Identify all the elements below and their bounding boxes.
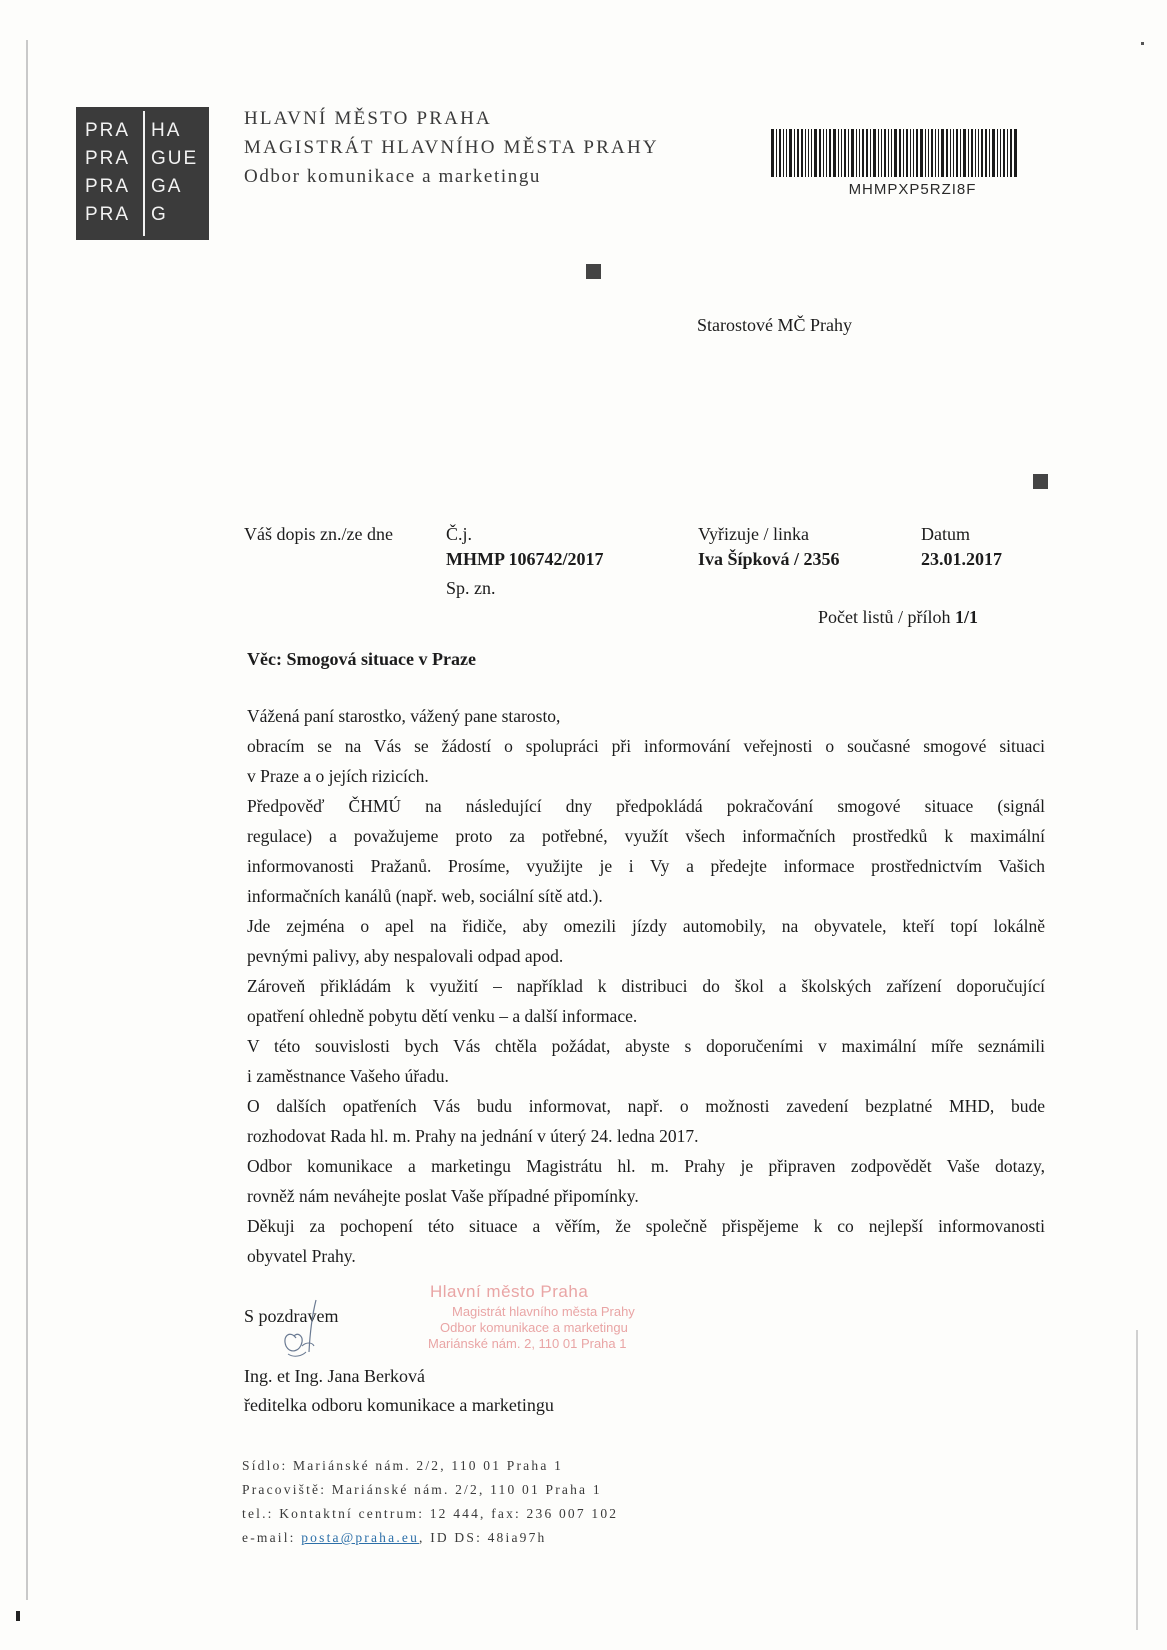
body-line: V této souvislosti bych Vás chtěla požádat, abyste s doporučeními v maximální míře seznámili <box>247 1036 1045 1056</box>
sheets-value: 1/1 <box>955 607 979 627</box>
barcode-bar <box>913 129 914 177</box>
barcode-bar <box>975 129 976 177</box>
barcode-bar <box>1007 129 1008 177</box>
office-stamp <box>430 1282 635 1351</box>
body-line: pevnými palivy, aby nespalovali odpad apod. <box>247 946 564 966</box>
scan-margin-line <box>26 40 28 1600</box>
footer-seat: Sídlo: Mariánské nám. 2/2, 110 01 Praha 1 <box>242 1458 564 1473</box>
barcode-bar <box>971 129 973 177</box>
barcode-bar <box>956 129 958 177</box>
barcode-bar <box>950 129 951 177</box>
barcode-bar <box>838 129 839 177</box>
logo-divider <box>143 111 145 236</box>
body-line: Děkuji za pochopení této situace a věřím, že společně přispějeme k co nejlepší informovanosti <box>247 1216 1045 1236</box>
barcode-bar <box>870 129 871 177</box>
barcode-bar <box>992 129 995 177</box>
spzn-label: Sp. zn. <box>446 578 496 598</box>
recipient: Starostové MČ Prahy <box>697 315 852 335</box>
email-link[interactable]: posta@praha.eu <box>301 1530 420 1545</box>
address-mark <box>586 264 601 279</box>
body-line: regulace) a považujeme proto za potřebné, využít všech informačních prostředků k maximální <box>247 826 1045 846</box>
footer-email-line <box>242 1526 618 1550</box>
barcode-bar <box>894 129 897 177</box>
stamp-line: Mariánské nám. 2, 110 01 Praha 1 <box>428 1336 627 1351</box>
barcode-bar <box>1010 129 1012 177</box>
signer-name: Ing. et Ing. Jana Berková <box>244 1366 425 1386</box>
barcode-bar <box>935 129 936 177</box>
barcode-bar <box>916 129 918 177</box>
barcode-bar <box>1014 129 1017 177</box>
barcode-bar <box>826 129 827 177</box>
barcode-bar <box>851 129 854 177</box>
body-line: opatření ohledně pobytu dětí venku – a další informace. <box>247 1006 638 1026</box>
barcode-bar <box>808 129 809 177</box>
footer-ds: , ID DS: 48ia97h <box>419 1530 547 1545</box>
barcode-bar <box>844 129 846 177</box>
barcode-bar <box>805 129 806 177</box>
body-line: Odbor komunikace a marketingu Magistrátu hl. m. Prahy je připraven zodpovědět Vaše dotazy, <box>247 1156 1045 1176</box>
footer-phone: tel.: Kontaktní centrum: 12 444, fax: 236 007 102 <box>242 1506 619 1521</box>
scan-mark <box>16 1611 20 1621</box>
barcode-bar <box>963 129 966 177</box>
barcode-bar <box>903 129 904 177</box>
barcode-bar <box>891 129 892 177</box>
fold-mark <box>1033 474 1048 489</box>
body-line: informačních kanálů (např. web, sociální sítě atd.). <box>247 886 603 906</box>
barcode-bar <box>925 129 926 177</box>
barcode-bar <box>866 129 868 177</box>
barcode-bar <box>910 129 911 177</box>
body-line: i zaměstnance Vašeho úřadu. <box>247 1066 449 1086</box>
barcode-bar <box>779 129 781 177</box>
body-line: Zároveň přikládám k využití – například k distribuci do škol a školských zařízení doporučující <box>247 976 1045 996</box>
body-line: obyvatel Prahy. <box>247 1246 356 1266</box>
barcode-bar <box>888 129 889 177</box>
barcode-bar <box>1000 129 1001 177</box>
stamp-line: Hlavní město Praha <box>430 1282 589 1301</box>
date-value: 23.01.2017 <box>921 549 1002 569</box>
barcode-bar <box>960 129 961 177</box>
handler-value: Iva Šípková / 2356 <box>698 549 840 569</box>
scan-edge-line <box>1136 1330 1138 1630</box>
logo-right-column <box>151 117 198 229</box>
barcode-code: MHMPXP5RZI8F <box>848 181 977 198</box>
body-line: Vážená paní starostko, vážený pane starosto, <box>247 706 561 726</box>
subject: Věc: Smogová situace v Praze <box>247 649 476 669</box>
body-line: Jde zejména o apel na řidiče, aby omezili jízdy automobily, na obyvatele, kteří topí lokálně <box>247 916 1045 936</box>
letter-body <box>247 701 1045 1271</box>
barcode-bar <box>776 129 777 177</box>
barcode-bar <box>814 129 817 177</box>
sheets-label: Počet listů / příloh <box>818 607 951 627</box>
barcode-bar <box>881 129 882 177</box>
logo-text: GA <box>151 176 183 197</box>
header-magistrate: MAGISTRÁT HLAVNÍHO MĚSTA PRAHY <box>244 137 659 158</box>
barcode-bar <box>848 129 849 177</box>
barcode-bar <box>978 129 979 177</box>
signature <box>276 1296 356 1368</box>
barcode-bar <box>873 129 876 177</box>
scan-dot <box>1141 42 1144 45</box>
body-line: v Praze a o jejích rizicích. <box>247 766 429 786</box>
cj-value: MHMP 106742/2017 <box>446 549 604 569</box>
footer-email-label: e-mail: <box>242 1530 296 1545</box>
logo-left-column <box>85 117 130 229</box>
cj-label: Č.j. <box>446 524 473 544</box>
barcode-bar <box>878 129 879 177</box>
barcode-bar <box>928 129 929 177</box>
stamp-line: Odbor komunikace a marketingu <box>440 1320 628 1335</box>
barcode-bar <box>797 129 799 177</box>
barcode-bar <box>819 129 821 177</box>
logo-text: HA <box>151 120 182 141</box>
barcode <box>771 129 1054 177</box>
barcode-bar <box>801 129 803 177</box>
footer <box>242 1454 618 1550</box>
barcode-bar <box>856 129 857 177</box>
body-line: O dalších opatřeních Vás budu informovat, např. o možnosti zavedení bezplatné MHD, bude <box>247 1096 1045 1116</box>
barcode-bar <box>823 129 824 177</box>
barcode-bar <box>859 129 860 177</box>
logo-text: G <box>151 204 168 225</box>
barcode-bar <box>985 129 987 177</box>
greeting: S pozdravem <box>244 1306 339 1326</box>
barcode-bar <box>968 129 969 177</box>
logo-text: PRA <box>85 204 131 225</box>
barcode-bar <box>931 129 933 177</box>
body-line: rozhodovat Rada hl. m. Prahy na jednání v úterý 24. ledna 2017. <box>247 1126 699 1146</box>
barcode-bar <box>899 129 901 177</box>
header-city: HLAVNÍ MĚSTO PRAHA <box>244 108 492 129</box>
barcode-bar <box>841 129 842 177</box>
barcode-bar <box>941 129 944 177</box>
logo-text: GUE <box>151 148 199 169</box>
barcode-bar <box>833 129 836 177</box>
barcode-bar <box>906 129 908 177</box>
barcode-bar <box>997 129 998 177</box>
barcode-bar <box>789 129 792 177</box>
barcode-bar <box>953 129 954 177</box>
stamp-line: Magistrát hlavního města Prahy <box>452 1304 635 1319</box>
logo-text: PRA <box>85 148 131 169</box>
signer-title: ředitelka odboru komunikace a marketingu <box>244 1395 554 1415</box>
barcode-bar <box>811 129 812 177</box>
header-department: Odbor komunikace a marketingu <box>244 166 542 187</box>
barcode-bar <box>981 129 983 177</box>
barcode-bar <box>794 129 795 177</box>
logo-text: PRA <box>85 176 131 197</box>
sheets-count <box>818 607 978 628</box>
body-line: obracím se na Vás se žádostí o spolupráci při informování veřejnosti o současné smogové situaci <box>247 736 1045 756</box>
barcode-bar <box>989 129 990 177</box>
body-line: rovněž nám neváhejte poslat Vaše případné připomínky. <box>247 1186 639 1206</box>
date-label: Datum <box>921 524 970 544</box>
body-line: Předpověď ČHMÚ na následující dny předpokládá pokračování smogové situace (signál <box>247 796 1045 816</box>
barcode-bar <box>946 129 948 177</box>
footer-office: Pracoviště: Mariánské nám. 2/2, 110 01 Praha 1 <box>242 1482 602 1497</box>
barcode-bar <box>938 129 939 177</box>
barcode-bar <box>920 129 923 177</box>
barcode-bar <box>786 129 787 177</box>
your-letter-label: Váš dopis zn./ze dne <box>244 524 393 544</box>
barcode-bar <box>1003 129 1005 177</box>
barcode-bar <box>884 129 886 177</box>
barcode-bar <box>783 129 784 177</box>
barcode-bar <box>862 129 864 177</box>
handler-label: Vyřizuje / linka <box>698 524 809 544</box>
logo-text: PRA <box>85 120 131 141</box>
praha-logo <box>76 107 209 240</box>
body-line: informovanosti Pražanů. Prosíme, využijte je i Vy a předejte informace prostřednictvím Vašich <box>247 856 1045 876</box>
barcode-bar <box>771 129 774 177</box>
barcode-bar <box>829 129 831 177</box>
